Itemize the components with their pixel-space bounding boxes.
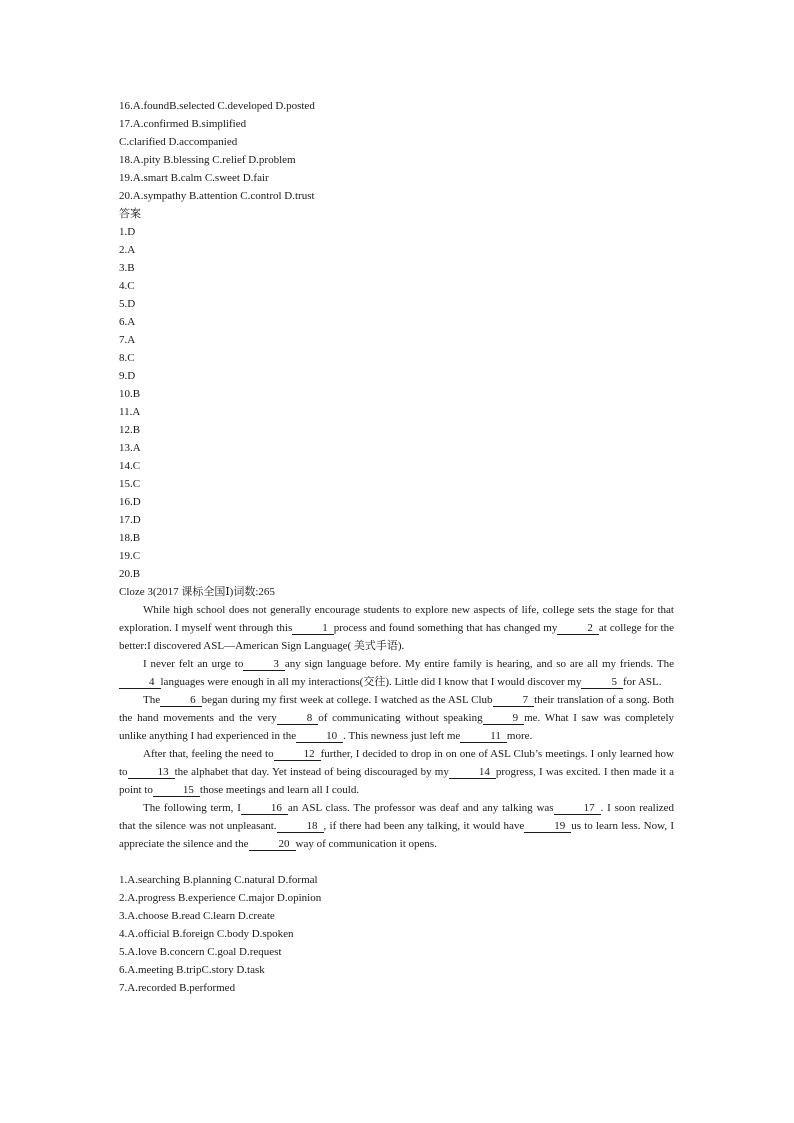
blank-5: 5	[581, 673, 623, 691]
passage-text: . This newness just left me	[343, 730, 461, 742]
blank-11: 11	[460, 727, 507, 745]
option-line: 16.A.foundB.selected C.developed D.posted	[119, 100, 315, 112]
passage-text: While high school does not generally encourage students to explore new aspects of life, college sets the stage for that exploration. I myself went through this	[119, 604, 674, 634]
blank-12: 12	[274, 745, 321, 763]
cloze-passage	[119, 601, 674, 853]
cloze-options	[119, 871, 674, 997]
passage-text: their translation of a song. Both the hand movements and the very	[119, 694, 674, 724]
option-line: 3.A.choose B.read C.learn D.create	[119, 910, 275, 922]
blank-18: 18	[277, 817, 324, 835]
passage-text: way of communication it opens.	[295, 838, 437, 850]
answer-key	[119, 223, 674, 583]
passage-paragraph	[119, 799, 674, 853]
passage-text: us to learn less. Now, I appreciate the silence and the	[119, 820, 674, 850]
answer-item: 20.B	[119, 568, 141, 580]
passage-paragraph	[119, 655, 674, 691]
passage-paragraph	[119, 745, 674, 799]
option-line: 17.A.confirmed B.simplified	[119, 118, 247, 130]
blank-2: 2	[557, 619, 599, 637]
option-line: 19.A.smart B.calm C.sweet D.fair	[119, 172, 269, 184]
passage-text: at college for the better:I discovered ASL—American Sign Language( 美式手语).	[119, 622, 674, 652]
answer-item: 3.B	[119, 262, 135, 274]
passage-text: languages were enough in all my interactions(交往). Little did I know that I would discover my	[160, 676, 582, 688]
passage-text: process and found something that has changed my	[333, 622, 558, 634]
passage-text: , if there had been any talking, it would have	[323, 820, 525, 832]
passage-text: of communicating without speaking	[318, 712, 483, 724]
passage-text: The following term, I	[143, 802, 241, 814]
passage-text: more.	[506, 730, 533, 742]
answer-item: 2.A	[119, 244, 136, 256]
answer-item: 1.D	[119, 226, 136, 238]
blank-9: 9	[483, 709, 525, 727]
answer-item: 18.B	[119, 532, 141, 544]
answers-title: 答案	[119, 208, 141, 220]
passage-text: for ASL.	[622, 676, 662, 688]
option-line: 2.A.progress B.experience C.major D.opinion	[119, 892, 322, 904]
option-line: 5.A.love B.concern C.goal D.request	[119, 946, 282, 958]
passage-paragraph	[119, 691, 674, 745]
previous-cloze-options	[119, 97, 674, 205]
answer-item: 12.B	[119, 424, 141, 436]
blank-19: 19	[524, 817, 571, 835]
answer-item: 15.C	[119, 478, 141, 490]
answer-item: 6.A	[119, 316, 136, 328]
answer-item: 4.C	[119, 280, 135, 292]
passage-text: The	[143, 694, 161, 706]
blank-1: 1	[292, 619, 334, 637]
option-line: 6.A.meeting B.tripC.story D.task	[119, 964, 265, 976]
answer-item: 7.A	[119, 334, 136, 346]
answer-item: 9.D	[119, 370, 136, 382]
passage-text: began during my first week at college. I watched as the ASL Club	[201, 694, 493, 706]
answer-item: 14.C	[119, 460, 141, 472]
passage-text: the alphabet that day. Yet instead of being discouraged by my	[174, 766, 449, 778]
passage-paragraph	[119, 601, 674, 655]
answer-item: 5.D	[119, 298, 136, 310]
passage-text: I never felt an urge to	[143, 658, 244, 670]
answer-item: 10.B	[119, 388, 141, 400]
passage-text: progress, I was excited. I then made it a point to	[119, 766, 674, 796]
answer-item: 13.A	[119, 442, 141, 454]
answer-item: 17.D	[119, 514, 141, 526]
option-line: 4.A.official B.foreign C.body D.spoken	[119, 928, 294, 940]
passage-text: an ASL class. The professor was deaf and any talking was	[287, 802, 554, 814]
blank-14: 14	[449, 763, 496, 781]
passage-text: me. What I saw was completely unlike anything I had experienced in the	[119, 712, 675, 742]
option-line: 1.A.searching B.planning C.natural D.formal	[119, 874, 318, 886]
blank-16: 16	[241, 799, 288, 817]
passage-text: further, I decided to drop in on one of ASL Club’s meetings. I only learned how to	[119, 748, 674, 778]
option-line: 20.A.sympathy B.attention C.control D.trust	[119, 190, 315, 202]
document-content	[119, 97, 674, 997]
answer-item: 19.C	[119, 550, 141, 562]
passage-text: . I soon realized that the silence was not unpleasant.	[119, 802, 675, 832]
option-line: 18.A.pity B.blessing C.relief D.problem	[119, 154, 296, 166]
answer-item: 16.D	[119, 496, 141, 508]
answer-item: 8.C	[119, 352, 135, 364]
answer-item: 11.A	[119, 406, 141, 418]
option-line: 7.A.recorded B.performed	[119, 982, 236, 994]
passage-text: those meetings and learn all I could.	[199, 784, 360, 796]
passage-text: any sign language before. My entire family is hearing, and so are all my friends. The	[284, 658, 674, 670]
cloze-title: Cloze 3(2017 课标全国Ⅰ)词数:265	[119, 586, 275, 598]
blank-6: 6	[160, 691, 202, 709]
blank-10: 10	[296, 727, 343, 745]
blank-20: 20	[249, 835, 296, 853]
blank-4: 4	[119, 673, 161, 691]
blank-3: 3	[243, 655, 285, 673]
blank-15: 15	[153, 781, 200, 799]
blank-7: 7	[493, 691, 535, 709]
passage-text: After that, feeling the need to	[143, 748, 274, 760]
blank-8: 8	[277, 709, 319, 727]
option-line: C.clarified D.accompanied	[119, 136, 238, 148]
blank-17: 17	[554, 799, 601, 817]
blank-13: 13	[128, 763, 175, 781]
